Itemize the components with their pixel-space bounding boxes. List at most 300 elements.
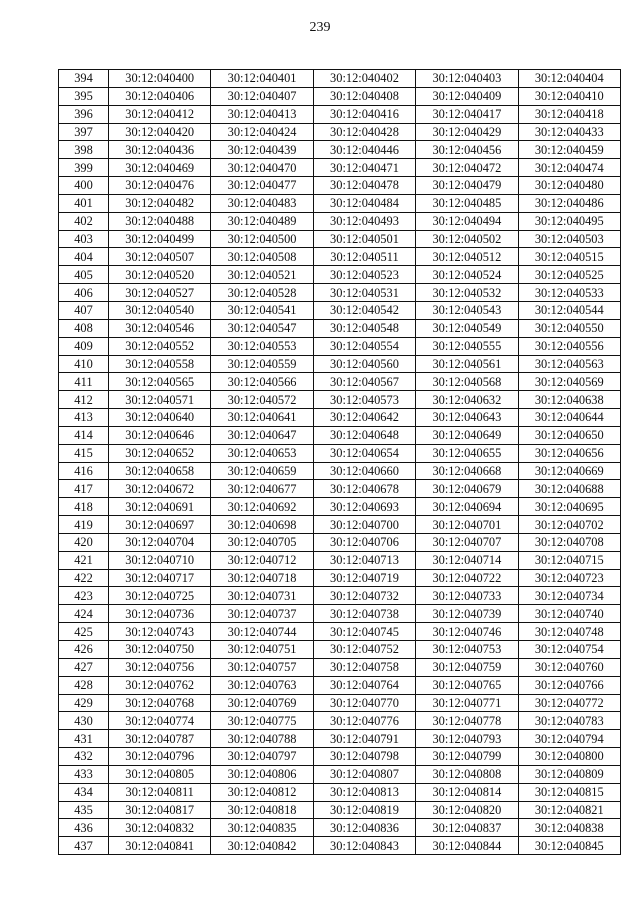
cadastral-number-cell: 30:12:040843 <box>313 837 415 855</box>
row-number-cell: 410 <box>59 355 109 373</box>
cadastral-number-cell: 30:12:040403 <box>416 70 518 88</box>
cadastral-number-cell: 30:12:040655 <box>416 444 518 462</box>
cadastral-number-cell: 30:12:040520 <box>109 266 211 284</box>
cadastral-number-cell: 30:12:040640 <box>109 409 211 427</box>
cadastral-number-cell: 30:12:040679 <box>416 480 518 498</box>
cadastral-number-cell: 30:12:040807 <box>313 765 415 783</box>
cadastral-number-cell: 30:12:040543 <box>416 301 518 319</box>
cadastral-number-cell: 30:12:040507 <box>109 248 211 266</box>
cadastral-number-cell: 30:12:040647 <box>211 426 313 444</box>
cadastral-number-cell: 30:12:040644 <box>518 409 620 427</box>
cadastral-number-cell: 30:12:040484 <box>313 194 415 212</box>
cadastral-number-cell: 30:12:040718 <box>211 569 313 587</box>
row-number-cell: 422 <box>59 569 109 587</box>
table-row <box>59 301 621 319</box>
cadastral-number-cell: 30:12:040817 <box>109 801 211 819</box>
cadastral-number-cell: 30:12:040544 <box>518 301 620 319</box>
cadastral-number-cell: 30:12:040501 <box>313 230 415 248</box>
row-number-cell: 395 <box>59 87 109 105</box>
table-row <box>59 819 621 837</box>
page-number: 239 <box>309 20 331 35</box>
table-row <box>59 70 621 88</box>
cadastral-number-cell: 30:12:040407 <box>211 87 313 105</box>
cadastral-number-cell: 30:12:040642 <box>313 409 415 427</box>
cadastral-number-cell: 30:12:040573 <box>313 391 415 409</box>
table-row <box>59 694 621 712</box>
row-number-cell: 399 <box>59 159 109 177</box>
cadastral-number-cell: 30:12:040841 <box>109 837 211 855</box>
cadastral-number-cell: 30:12:040793 <box>416 730 518 748</box>
table-row <box>59 801 621 819</box>
cadastral-number-cell: 30:12:040555 <box>416 337 518 355</box>
row-number-cell: 414 <box>59 426 109 444</box>
row-number-cell: 436 <box>59 819 109 837</box>
row-number-cell: 437 <box>59 837 109 855</box>
cadastral-number-cell: 30:12:040532 <box>416 284 518 302</box>
table-row <box>59 141 621 159</box>
cadastral-number-cell: 30:12:040401 <box>211 70 313 88</box>
cadastral-number-cell: 30:12:040648 <box>313 426 415 444</box>
cadastral-number-cell: 30:12:040771 <box>416 694 518 712</box>
cadastral-number-cell: 30:12:040701 <box>416 516 518 534</box>
cadastral-number-cell: 30:12:040821 <box>518 801 620 819</box>
cadastral-number-cell: 30:12:040549 <box>416 319 518 337</box>
cadastral-number-cell: 30:12:040708 <box>518 533 620 551</box>
table-row <box>59 230 621 248</box>
cadastral-number-cell: 30:12:040456 <box>416 141 518 159</box>
cadastral-number-cell: 30:12:040479 <box>416 177 518 195</box>
cadastral-number-cell: 30:12:040740 <box>518 605 620 623</box>
cadastral-numbers-table <box>58 69 621 855</box>
cadastral-number-cell: 30:12:040775 <box>211 712 313 730</box>
cadastral-number-cell: 30:12:040558 <box>109 355 211 373</box>
cadastral-number-cell: 30:12:040649 <box>416 426 518 444</box>
cadastral-number-cell: 30:12:040677 <box>211 480 313 498</box>
cadastral-number-cell: 30:12:040569 <box>518 373 620 391</box>
row-number-cell: 434 <box>59 783 109 801</box>
cadastral-number-cell: 30:12:040744 <box>211 623 313 641</box>
cadastral-number-cell: 30:12:040837 <box>416 819 518 837</box>
table-row <box>59 605 621 623</box>
row-number-cell: 423 <box>59 587 109 605</box>
cadastral-number-cell: 30:12:040511 <box>313 248 415 266</box>
table-row <box>59 337 621 355</box>
cadastral-number-cell: 30:12:040420 <box>109 123 211 141</box>
cadastral-number-cell: 30:12:040710 <box>109 551 211 569</box>
cadastral-number-cell: 30:12:040758 <box>313 658 415 676</box>
table-row <box>59 212 621 230</box>
row-number-cell: 405 <box>59 266 109 284</box>
row-number-cell: 400 <box>59 177 109 195</box>
cadastral-number-cell: 30:12:040652 <box>109 444 211 462</box>
row-number-cell: 432 <box>59 748 109 766</box>
cadastral-number-cell: 30:12:040812 <box>211 783 313 801</box>
row-number-cell: 433 <box>59 765 109 783</box>
cadastral-number-cell: 30:12:040641 <box>211 409 313 427</box>
cadastral-number-cell: 30:12:040694 <box>416 498 518 516</box>
table-row <box>59 105 621 123</box>
cadastral-number-cell: 30:12:040692 <box>211 498 313 516</box>
cadastral-number-cell: 30:12:040838 <box>518 819 620 837</box>
row-number-cell: 398 <box>59 141 109 159</box>
cadastral-number-cell: 30:12:040418 <box>518 105 620 123</box>
cadastral-number-cell: 30:12:040470 <box>211 159 313 177</box>
cadastral-number-cell: 30:12:040472 <box>416 159 518 177</box>
cadastral-number-cell: 30:12:040717 <box>109 569 211 587</box>
cadastral-number-cell: 30:12:040459 <box>518 141 620 159</box>
cadastral-number-cell: 30:12:040541 <box>211 301 313 319</box>
cadastral-number-cell: 30:12:040566 <box>211 373 313 391</box>
cadastral-number-cell: 30:12:040556 <box>518 337 620 355</box>
cadastral-number-cell: 30:12:040766 <box>518 676 620 694</box>
table-row <box>59 444 621 462</box>
cadastral-number-cell: 30:12:040731 <box>211 587 313 605</box>
cadastral-number-cell: 30:12:040818 <box>211 801 313 819</box>
row-number-cell: 417 <box>59 480 109 498</box>
cadastral-number-cell: 30:12:040659 <box>211 462 313 480</box>
cadastral-number-cell: 30:12:040750 <box>109 641 211 659</box>
cadastral-number-cell: 30:12:040568 <box>416 373 518 391</box>
table-row <box>59 462 621 480</box>
cadastral-number-cell: 30:12:040669 <box>518 462 620 480</box>
table-row <box>59 587 621 605</box>
cadastral-number-cell: 30:12:040806 <box>211 765 313 783</box>
cadastral-number-cell: 30:12:040480 <box>518 177 620 195</box>
cadastral-number-cell: 30:12:040428 <box>313 123 415 141</box>
cadastral-number-cell: 30:12:040643 <box>416 409 518 427</box>
cadastral-number-cell: 30:12:040433 <box>518 123 620 141</box>
cadastral-number-cell: 30:12:040706 <box>313 533 415 551</box>
table-row <box>59 266 621 284</box>
table-row <box>59 730 621 748</box>
cadastral-number-cell: 30:12:040476 <box>109 177 211 195</box>
cadastral-number-cell: 30:12:040493 <box>313 212 415 230</box>
cadastral-number-cell: 30:12:040702 <box>518 516 620 534</box>
cadastral-number-cell: 30:12:040705 <box>211 533 313 551</box>
cadastral-number-cell: 30:12:040528 <box>211 284 313 302</box>
cadastral-number-cell: 30:12:040734 <box>518 587 620 605</box>
table-row <box>59 533 621 551</box>
cadastral-number-cell: 30:12:040691 <box>109 498 211 516</box>
cadastral-number-cell: 30:12:040521 <box>211 266 313 284</box>
cadastral-number-cell: 30:12:040820 <box>416 801 518 819</box>
cadastral-number-cell: 30:12:040416 <box>313 105 415 123</box>
table-row <box>59 498 621 516</box>
table-row <box>59 516 621 534</box>
table-row <box>59 765 621 783</box>
cadastral-number-cell: 30:12:040800 <box>518 748 620 766</box>
cadastral-number-cell: 30:12:040485 <box>416 194 518 212</box>
cadastral-number-cell: 30:12:040527 <box>109 284 211 302</box>
row-number-cell: 425 <box>59 623 109 641</box>
cadastral-number-cell: 30:12:040503 <box>518 230 620 248</box>
cadastral-number-cell: 30:12:040845 <box>518 837 620 855</box>
cadastral-number-cell: 30:12:040719 <box>313 569 415 587</box>
cadastral-number-cell: 30:12:040714 <box>416 551 518 569</box>
cadastral-number-cell: 30:12:040469 <box>109 159 211 177</box>
cadastral-number-cell: 30:12:040756 <box>109 658 211 676</box>
row-number-cell: 401 <box>59 194 109 212</box>
row-number-cell: 424 <box>59 605 109 623</box>
cadastral-number-cell: 30:12:040412 <box>109 105 211 123</box>
cadastral-number-cell: 30:12:040732 <box>313 587 415 605</box>
table-row <box>59 426 621 444</box>
table-row <box>59 712 621 730</box>
cadastral-number-cell: 30:12:040410 <box>518 87 620 105</box>
row-number-cell: 427 <box>59 658 109 676</box>
cadastral-number-cell: 30:12:040548 <box>313 319 415 337</box>
row-number-cell: 404 <box>59 248 109 266</box>
row-number-cell: 408 <box>59 319 109 337</box>
cadastral-number-cell: 30:12:040408 <box>313 87 415 105</box>
cadastral-number-cell: 30:12:040759 <box>416 658 518 676</box>
cadastral-number-cell: 30:12:040540 <box>109 301 211 319</box>
cadastral-number-cell: 30:12:040832 <box>109 819 211 837</box>
cadastral-number-cell: 30:12:040550 <box>518 319 620 337</box>
cadastral-number-cell: 30:12:040765 <box>416 676 518 694</box>
table-row <box>59 159 621 177</box>
cadastral-number-cell: 30:12:040698 <box>211 516 313 534</box>
cadastral-number-cell: 30:12:040776 <box>313 712 415 730</box>
table-row <box>59 409 621 427</box>
cadastral-number-cell: 30:12:040712 <box>211 551 313 569</box>
row-number-cell: 435 <box>59 801 109 819</box>
cadastral-number-cell: 30:12:040646 <box>109 426 211 444</box>
cadastral-number-cell: 30:12:040762 <box>109 676 211 694</box>
cadastral-number-cell: 30:12:040424 <box>211 123 313 141</box>
cadastral-number-cell: 30:12:040844 <box>416 837 518 855</box>
cadastral-number-cell: 30:12:040572 <box>211 391 313 409</box>
cadastral-number-cell: 30:12:040693 <box>313 498 415 516</box>
cadastral-number-cell: 30:12:040751 <box>211 641 313 659</box>
cadastral-number-cell: 30:12:040754 <box>518 641 620 659</box>
cadastral-number-cell: 30:12:040787 <box>109 730 211 748</box>
cadastral-number-cell: 30:12:040446 <box>313 141 415 159</box>
cadastral-number-cell: 30:12:040794 <box>518 730 620 748</box>
cadastral-number-cell: 30:12:040500 <box>211 230 313 248</box>
cadastral-number-cell: 30:12:040763 <box>211 676 313 694</box>
cadastral-number-cell: 30:12:040695 <box>518 498 620 516</box>
cadastral-number-cell: 30:12:040429 <box>416 123 518 141</box>
cadastral-number-cell: 30:12:040402 <box>313 70 415 88</box>
cadastral-number-cell: 30:12:040743 <box>109 623 211 641</box>
cadastral-number-cell: 30:12:040736 <box>109 605 211 623</box>
cadastral-number-cell: 30:12:040552 <box>109 337 211 355</box>
table-row <box>59 319 621 337</box>
cadastral-number-cell: 30:12:040811 <box>109 783 211 801</box>
row-number-cell: 403 <box>59 230 109 248</box>
cadastral-number-cell: 30:12:040700 <box>313 516 415 534</box>
cadastral-number-cell: 30:12:040668 <box>416 462 518 480</box>
cadastral-number-cell: 30:12:040814 <box>416 783 518 801</box>
cadastral-number-cell: 30:12:040436 <box>109 141 211 159</box>
cadastral-number-cell: 30:12:040783 <box>518 712 620 730</box>
table-row <box>59 837 621 855</box>
row-number-cell: 409 <box>59 337 109 355</box>
cadastral-number-cell: 30:12:040525 <box>518 266 620 284</box>
cadastral-number-cell: 30:12:040474 <box>518 159 620 177</box>
cadastral-number-cell: 30:12:040656 <box>518 444 620 462</box>
row-number-cell: 416 <box>59 462 109 480</box>
row-number-cell: 406 <box>59 284 109 302</box>
row-number-cell: 418 <box>59 498 109 516</box>
cadastral-number-cell: 30:12:040559 <box>211 355 313 373</box>
cadastral-number-cell: 30:12:040815 <box>518 783 620 801</box>
cadastral-number-cell: 30:12:040417 <box>416 105 518 123</box>
cadastral-number-cell: 30:12:040678 <box>313 480 415 498</box>
row-number-cell: 402 <box>59 212 109 230</box>
cadastral-number-cell: 30:12:040791 <box>313 730 415 748</box>
row-number-cell: 421 <box>59 551 109 569</box>
row-number-cell: 415 <box>59 444 109 462</box>
cadastral-number-cell: 30:12:040638 <box>518 391 620 409</box>
cadastral-number-cell: 30:12:040764 <box>313 676 415 694</box>
cadastral-number-cell: 30:12:040546 <box>109 319 211 337</box>
cadastral-number-cell: 30:12:040725 <box>109 587 211 605</box>
cadastral-number-cell: 30:12:040688 <box>518 480 620 498</box>
cadastral-number-cell: 30:12:040482 <box>109 194 211 212</box>
cadastral-number-cell: 30:12:040769 <box>211 694 313 712</box>
table-row <box>59 373 621 391</box>
table-row <box>59 551 621 569</box>
cadastral-number-cell: 30:12:040547 <box>211 319 313 337</box>
cadastral-number-cell: 30:12:040553 <box>211 337 313 355</box>
row-number-cell: 431 <box>59 730 109 748</box>
row-number-cell: 420 <box>59 533 109 551</box>
cadastral-number-cell: 30:12:040746 <box>416 623 518 641</box>
table-body <box>59 70 621 855</box>
table-row <box>59 284 621 302</box>
cadastral-number-cell: 30:12:040483 <box>211 194 313 212</box>
cadastral-number-cell: 30:12:040805 <box>109 765 211 783</box>
cadastral-number-cell: 30:12:040471 <box>313 159 415 177</box>
cadastral-number-cell: 30:12:040563 <box>518 355 620 373</box>
cadastral-number-cell: 30:12:040760 <box>518 658 620 676</box>
table-row <box>59 783 621 801</box>
cadastral-number-cell: 30:12:040632 <box>416 391 518 409</box>
cadastral-number-cell: 30:12:040494 <box>416 212 518 230</box>
table-row <box>59 177 621 195</box>
cadastral-number-cell: 30:12:040554 <box>313 337 415 355</box>
cadastral-number-cell: 30:12:040508 <box>211 248 313 266</box>
row-number-cell: 419 <box>59 516 109 534</box>
cadastral-number-cell: 30:12:040813 <box>313 783 415 801</box>
cadastral-number-cell: 30:12:040733 <box>416 587 518 605</box>
cadastral-number-cell: 30:12:040704 <box>109 533 211 551</box>
table-row <box>59 194 621 212</box>
cadastral-number-cell: 30:12:040738 <box>313 605 415 623</box>
cadastral-number-cell: 30:12:040406 <box>109 87 211 105</box>
cadastral-number-cell: 30:12:040788 <box>211 730 313 748</box>
cadastral-number-cell: 30:12:040757 <box>211 658 313 676</box>
cadastral-number-cell: 30:12:040561 <box>416 355 518 373</box>
cadastral-number-cell: 30:12:040772 <box>518 694 620 712</box>
cadastral-number-cell: 30:12:040658 <box>109 462 211 480</box>
cadastral-number-cell: 30:12:040819 <box>313 801 415 819</box>
cadastral-number-cell: 30:12:040748 <box>518 623 620 641</box>
table-row <box>59 355 621 373</box>
cadastral-number-cell: 30:12:040488 <box>109 212 211 230</box>
table-row <box>59 480 621 498</box>
cadastral-number-cell: 30:12:040739 <box>416 605 518 623</box>
row-number-cell: 412 <box>59 391 109 409</box>
table-row <box>59 391 621 409</box>
cadastral-number-cell: 30:12:040842 <box>211 837 313 855</box>
cadastral-number-cell: 30:12:040745 <box>313 623 415 641</box>
row-number-cell: 407 <box>59 301 109 319</box>
table-row <box>59 569 621 587</box>
row-number-cell: 429 <box>59 694 109 712</box>
table-row <box>59 248 621 266</box>
cadastral-number-cell: 30:12:040835 <box>211 819 313 837</box>
cadastral-number-cell: 30:12:040713 <box>313 551 415 569</box>
cadastral-number-cell: 30:12:040489 <box>211 212 313 230</box>
row-number-cell: 394 <box>59 70 109 88</box>
cadastral-number-cell: 30:12:040413 <box>211 105 313 123</box>
row-number-cell: 428 <box>59 676 109 694</box>
row-number-cell: 426 <box>59 641 109 659</box>
cadastral-number-cell: 30:12:040799 <box>416 748 518 766</box>
cadastral-number-cell: 30:12:040499 <box>109 230 211 248</box>
cadastral-number-cell: 30:12:040697 <box>109 516 211 534</box>
cadastral-number-cell: 30:12:040523 <box>313 266 415 284</box>
cadastral-number-cell: 30:12:040672 <box>109 480 211 498</box>
cadastral-number-cell: 30:12:040723 <box>518 569 620 587</box>
cadastral-number-cell: 30:12:040798 <box>313 748 415 766</box>
cadastral-number-cell: 30:12:040737 <box>211 605 313 623</box>
cadastral-number-cell: 30:12:040707 <box>416 533 518 551</box>
cadastral-number-cell: 30:12:040567 <box>313 373 415 391</box>
row-number-cell: 430 <box>59 712 109 730</box>
cadastral-number-cell: 30:12:040512 <box>416 248 518 266</box>
cadastral-number-cell: 30:12:040808 <box>416 765 518 783</box>
cadastral-number-cell: 30:12:040502 <box>416 230 518 248</box>
cadastral-number-cell: 30:12:040565 <box>109 373 211 391</box>
cadastral-number-cell: 30:12:040796 <box>109 748 211 766</box>
row-number-cell: 397 <box>59 123 109 141</box>
cadastral-number-cell: 30:12:040752 <box>313 641 415 659</box>
cadastral-number-cell: 30:12:040409 <box>416 87 518 105</box>
cadastral-number-cell: 30:12:040836 <box>313 819 415 837</box>
table-row <box>59 623 621 641</box>
cadastral-number-cell: 30:12:040653 <box>211 444 313 462</box>
cadastral-number-cell: 30:12:040654 <box>313 444 415 462</box>
cadastral-number-cell: 30:12:040571 <box>109 391 211 409</box>
cadastral-number-cell: 30:12:040439 <box>211 141 313 159</box>
cadastral-number-cell: 30:12:040809 <box>518 765 620 783</box>
cadastral-number-cell: 30:12:040650 <box>518 426 620 444</box>
table-row <box>59 676 621 694</box>
cadastral-number-cell: 30:12:040770 <box>313 694 415 712</box>
cadastral-number-cell: 30:12:040404 <box>518 70 620 88</box>
table-row <box>59 87 621 105</box>
cadastral-number-cell: 30:12:040774 <box>109 712 211 730</box>
cadastral-number-cell: 30:12:040533 <box>518 284 620 302</box>
cadastral-number-cell: 30:12:040486 <box>518 194 620 212</box>
cadastral-number-cell: 30:12:040495 <box>518 212 620 230</box>
cadastral-number-cell: 30:12:040560 <box>313 355 415 373</box>
row-number-cell: 396 <box>59 105 109 123</box>
cadastral-number-cell: 30:12:040778 <box>416 712 518 730</box>
row-number-cell: 411 <box>59 373 109 391</box>
cadastral-number-cell: 30:12:040722 <box>416 569 518 587</box>
table-row <box>59 123 621 141</box>
cadastral-number-cell: 30:12:040768 <box>109 694 211 712</box>
cadastral-number-cell: 30:12:040531 <box>313 284 415 302</box>
cadastral-number-cell: 30:12:040524 <box>416 266 518 284</box>
table-row <box>59 658 621 676</box>
cadastral-number-cell: 30:12:040753 <box>416 641 518 659</box>
